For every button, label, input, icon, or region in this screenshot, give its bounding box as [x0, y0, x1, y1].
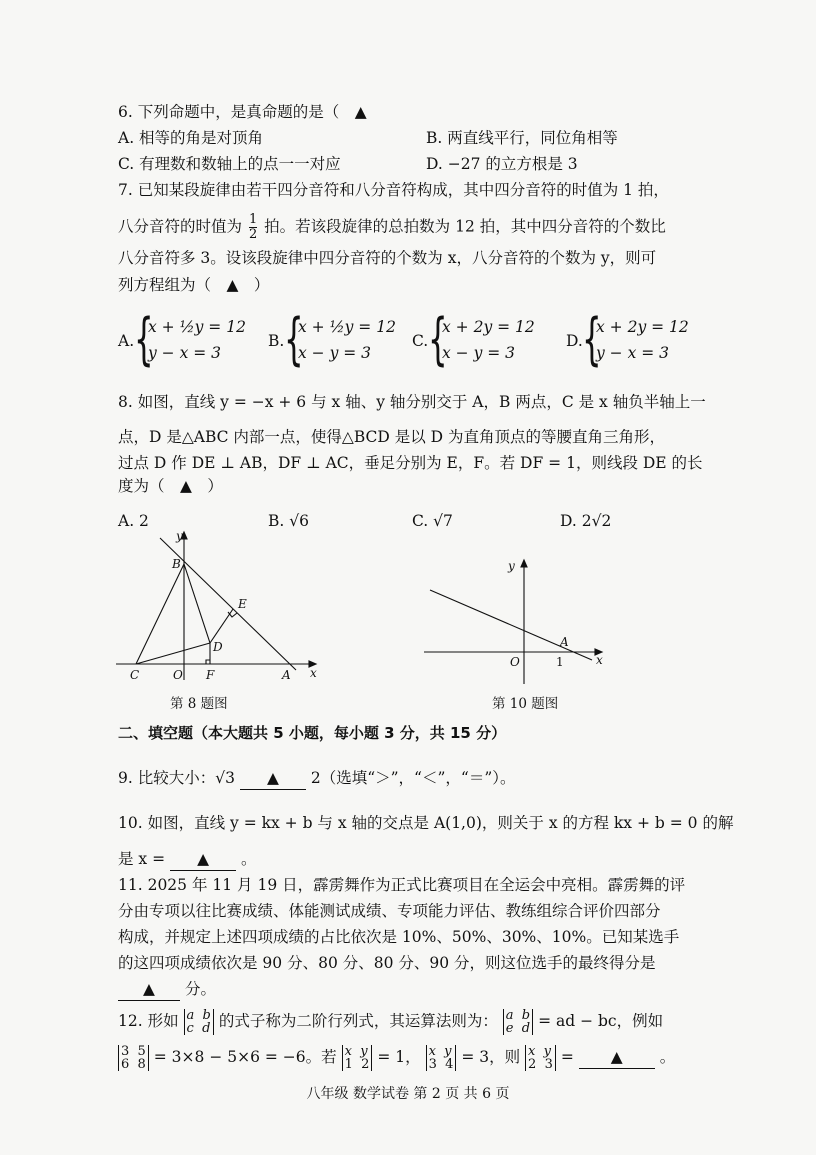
det-cell: 2: [361, 1057, 370, 1072]
fig8-right-angle-e: [228, 612, 237, 617]
q8-option-d: D. 2√2: [560, 512, 612, 530]
q9-text-b: 2（选填“＞”，“＜”，“＝”）。: [310, 769, 516, 787]
q7-option-b-eq1: x + ½y = 12: [298, 318, 396, 336]
fig8-segment-bd: [184, 564, 210, 643]
q7-option-c-eq1: x + 2y = 12: [442, 318, 535, 336]
q12-text-e: = 1，: [377, 1048, 421, 1066]
q6-option-a: A. 相等的角是对顶角: [118, 129, 264, 147]
q9-text-a: 9. 比较大小：√3: [118, 769, 235, 787]
q12-determinant-1: [184, 1009, 214, 1035]
fig8-label-x: x: [310, 666, 317, 680]
section-2-heading: 二、填空题（本大题共 5 小题，每小题 3 分，共 15 分）: [118, 724, 507, 742]
q10-blank: ▲: [170, 848, 236, 871]
q8-option-c: C. √7: [412, 512, 453, 530]
fig10-line: [430, 590, 592, 660]
det-cell: a: [186, 1008, 195, 1023]
det-cell: e: [505, 1021, 514, 1036]
q10-line-2: [118, 848, 256, 871]
q12-text-d: = 3×8 − 5×6 = −6。若: [153, 1048, 337, 1066]
q12-determinant-4: [342, 1045, 373, 1071]
fig8-label-b: B: [172, 557, 181, 571]
q10-text-b: 。: [240, 850, 257, 868]
q7-option-a-label: A.: [118, 332, 135, 350]
fig10-label-y: y: [508, 559, 515, 573]
q12-text-b: 的式子称为二阶行列式，其运算法则为：: [218, 1012, 498, 1030]
q7-option-a-eq2: y − x = 3: [148, 344, 222, 362]
q12-determinant-3: [118, 1045, 149, 1071]
q7-option-a-eq1: x + ½y = 12: [148, 318, 246, 336]
det-cell: 6: [121, 1057, 130, 1072]
fig10-y-arrow: [521, 560, 527, 567]
fig10-label-a: A: [560, 635, 569, 649]
q12-text-a: 12. 形如: [118, 1012, 179, 1030]
fig8-right-angle-f: [206, 660, 210, 664]
q12-determinant-5: [426, 1045, 457, 1071]
fig8-label-o: O: [173, 668, 183, 682]
q8-line-4: 度为（ ▲ ）: [118, 477, 223, 495]
q12-text-c: = ad − bc，例如: [538, 1012, 664, 1030]
q6-option-b: B. 两直线平行，同位角相等: [426, 129, 618, 147]
det-cell: d: [521, 1021, 531, 1036]
page-footer: 八年级 数学试卷 第 2 页 共 6 页: [306, 1086, 510, 1102]
fig8-label-f: F: [206, 668, 215, 682]
det-cell: 3: [121, 1044, 130, 1059]
q12-line-1: [118, 1009, 663, 1035]
q11-line-5: [118, 978, 216, 1001]
q7-fraction-den: 2: [248, 227, 258, 242]
q7-line-2b: 拍。若该段旋律的总拍数为 12 拍，其中四分音符的个数比: [264, 217, 666, 236]
q7-option-d-label: D.: [566, 332, 583, 350]
q9-line: [118, 767, 516, 790]
fig8-label-y: y: [176, 529, 183, 543]
q8-line-1: 8. 如图，直线 y = −x + 6 与 x 轴、y 轴分别交于 A，B 两点，C 是 x 轴负半轴上一: [118, 393, 706, 411]
det-cell: x: [428, 1044, 436, 1059]
q7-line-2a: 八分音符的时值为: [118, 217, 243, 236]
q7-option-c-label: C.: [412, 332, 429, 350]
det-cell: 5: [137, 1044, 146, 1059]
fig8-label-e: E: [238, 597, 247, 611]
q11-text-b: 分。: [184, 980, 216, 998]
fig8-label-d: D: [213, 640, 223, 654]
q10-text-a: 是 x =: [118, 850, 166, 868]
q11-line-4: 的这四项成绩依次是 90 分、80 分、80 分、90 分，则这位选手的最终得分是: [118, 954, 656, 972]
fig8-segment-cb: [136, 564, 184, 664]
det-cell: y: [444, 1044, 452, 1059]
q7-line-1: 7. 已知某段旋律由若干四分音符和八分音符构成，其中四分音符的时值为 1 拍，: [118, 181, 669, 199]
det-cell: y: [543, 1044, 552, 1059]
det-cell: 3: [428, 1057, 437, 1072]
q12-text-f: = 3，则: [461, 1048, 521, 1066]
brace-icon: {: [428, 307, 448, 372]
fig10-label-one: 1: [556, 655, 564, 669]
q6-option-d: D. −27 的立方根是 3: [426, 155, 578, 173]
det-cell: x: [344, 1044, 352, 1059]
q12-determinant-2: [503, 1009, 533, 1035]
q12-text-g: =: [560, 1048, 574, 1066]
q7-fraction: [249, 213, 257, 242]
q7-option-b-eq2: x − y = 3: [298, 344, 372, 362]
brace-icon: {: [134, 307, 154, 372]
det-cell: c: [186, 1021, 194, 1036]
q8-line-2: 点，D 是△ABC 内部一点，使得△BCD 是以 D 为直角顶点的等腰直角三角形，: [118, 428, 666, 446]
q7-line-2: [118, 213, 666, 242]
fig10-caption: 第 10 题图: [492, 696, 559, 712]
q12-determinant-6: [525, 1045, 556, 1071]
fig8-segment-cd: [136, 643, 210, 664]
fig8-label-c: C: [130, 668, 140, 682]
det-cell: 1: [344, 1057, 353, 1072]
q8-option-b: B. √6: [268, 512, 309, 530]
figure-8: [110, 528, 330, 688]
q7-line-3: 八分音符多 3。设该段旋律中四分音符的个数为 x，八分音符的个数为 y，则可: [118, 249, 657, 267]
det-cell: a: [505, 1008, 514, 1023]
q7-option-d-eq2: y − x = 3: [596, 344, 670, 362]
q12-line-2: [118, 1045, 675, 1071]
q7-fraction-num: 1: [248, 212, 258, 227]
q7-option-d-eq1: x + 2y = 12: [596, 318, 689, 336]
q7-line-4: 列方程组为（ ▲ ）: [118, 276, 270, 294]
figure-10: [420, 556, 610, 686]
q8-option-a: A. 2: [118, 512, 149, 530]
q8-line-3: 过点 D 作 DE ⊥ AB，DF ⊥ AC，垂足分别为 E，F。若 DF = 1，则线段 DE 的长: [118, 454, 703, 472]
brace-icon: {: [284, 307, 304, 372]
det-cell: b: [521, 1008, 531, 1023]
q12-text-h: 。: [659, 1048, 676, 1066]
q7-option-c-eq2: x − y = 3: [442, 344, 516, 362]
det-cell: b: [202, 1008, 211, 1023]
det-cell: y: [360, 1044, 368, 1059]
q6-stem: 6. 下列命题中，是真命题的是（ ▲: [118, 103, 367, 121]
q10-line-1: 10. 如图，直线 y = kx + b 与 x 轴的交点是 A(1,0)，则关于 x 的方程 kx + b = 0 的解: [118, 814, 734, 832]
fig8-label-a: A: [282, 668, 291, 682]
q11-line-1: 11. 2025 年 11 月 19 日，霹雳舞作为正式比赛项目在全运会中亮相。霹雳舞的评: [118, 876, 686, 894]
q11-line-2: 分由专项以往比赛成绩、体能测试成绩、专项能力评估、教练组综合评价四部分: [118, 902, 661, 920]
det-cell: 3: [544, 1057, 553, 1072]
q11-line-3: 构成，并规定上述四项成绩的占比依次是 10%、50%、30%、10%。已知某选手: [118, 928, 680, 946]
q7-option-b-label: B.: [268, 332, 285, 350]
fig10-label-x: x: [596, 653, 603, 667]
det-cell: d: [202, 1021, 211, 1036]
q6-option-c: C. 有理数和数轴上的点一一对应: [118, 155, 341, 173]
q12-blank: ▲: [579, 1046, 655, 1069]
q9-blank: ▲: [240, 767, 306, 790]
brace-icon: {: [582, 307, 602, 372]
det-cell: 8: [137, 1057, 146, 1072]
fig8-caption: 第 8 题图: [170, 696, 228, 712]
det-cell: 2: [528, 1057, 537, 1072]
q11-blank: ▲: [118, 978, 180, 1001]
fig10-label-o: O: [510, 655, 520, 669]
det-cell: x: [528, 1044, 536, 1059]
det-cell: 4: [445, 1057, 454, 1072]
